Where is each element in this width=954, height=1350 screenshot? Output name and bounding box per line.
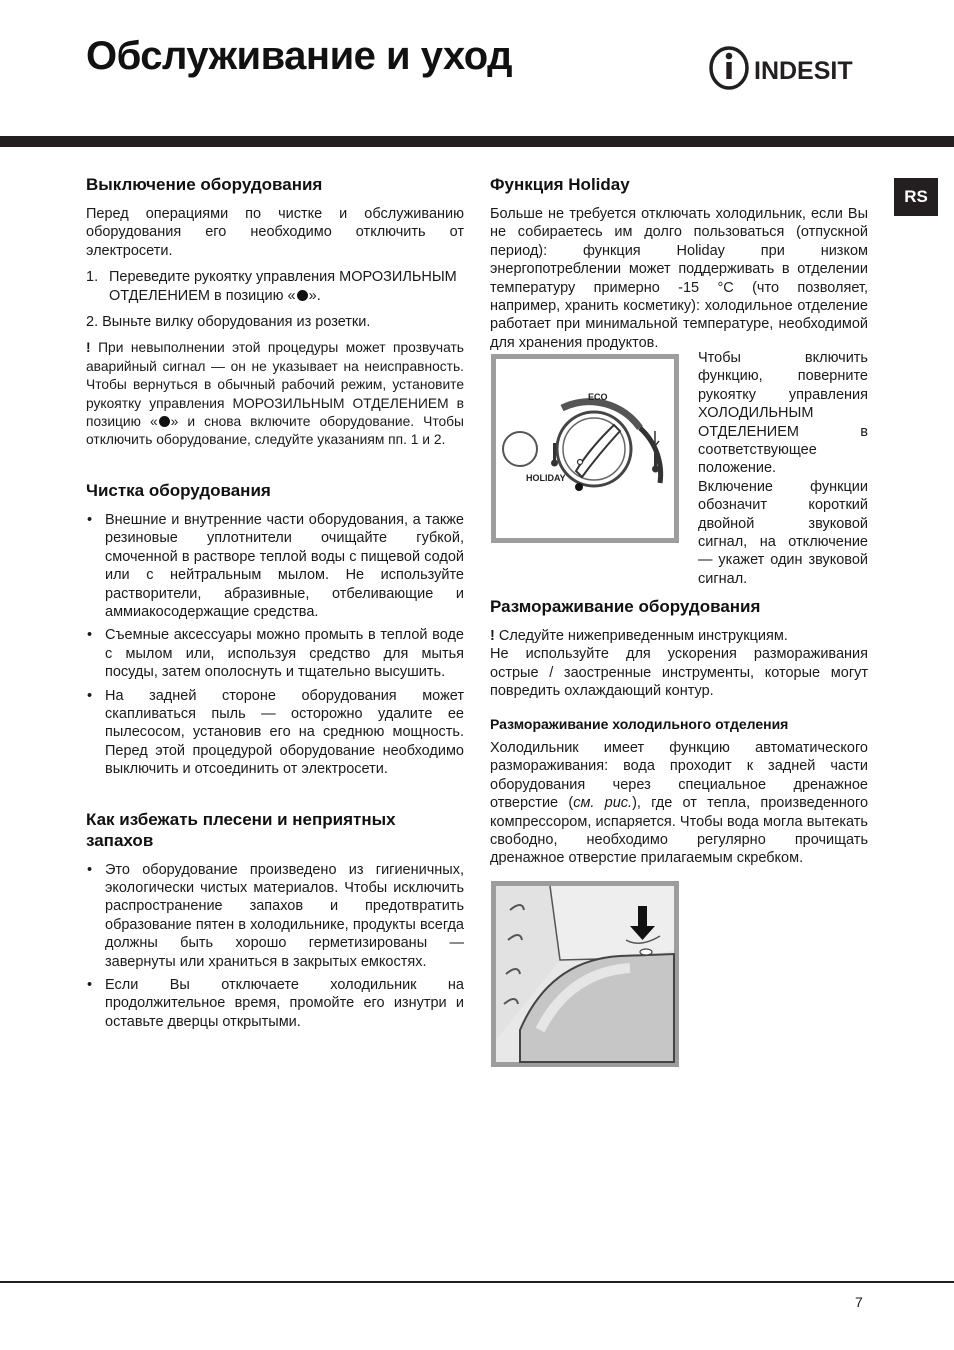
position-dot-icon xyxy=(159,416,170,427)
holiday-knob-figure xyxy=(490,353,680,544)
section-heading-defrost: Размораживание оборудования xyxy=(490,597,761,616)
left-column xyxy=(86,174,464,1039)
eco-label: ECO xyxy=(588,392,608,402)
section-heading-holiday: Функция Holiday xyxy=(490,175,630,194)
section-heading-switch-off: Выключение оборудования xyxy=(86,175,323,194)
warning-note: ! При невыполнении этой процедуры может прозвучать аварийный сигнал — он не указывает на неисправность. Чтобы вернуться в обычный рабочий режим, установите рукоятку управления МОРОЗИЛЬНЫМ ОТДЕЛЕНИЕМ в позицию « » и снова включите оборудование. Чтобы отключить оборудование, следуйте указаниям пп. 1 и 2. xyxy=(86,340,464,448)
holiday-paragraph: Больше не требуется отключать холодильник, если Вы не собираетесь им долго пользоваться (отпускной период): функция Holiday при низком энергопотреблении может поддерживать в отделении температуру примерно -15 °C (что позволяет, например, хранить косметику): холодильное отделение работает при минимальной температуре, необходимой для хранения продуктов. xyxy=(490,206,868,351)
page-number: 7 xyxy=(855,1294,863,1310)
list-item: • Если Вы отключаете холодильник на продолжительное время, промойте его изнутри и оставьте дверцы открытыми. xyxy=(86,976,464,1031)
section-heading-cleaning: Чистка оборудования xyxy=(86,480,271,500)
right-column xyxy=(490,174,868,360)
header-rule xyxy=(0,136,954,147)
drain-hole-figure xyxy=(490,880,680,1068)
position-dot-icon xyxy=(297,290,308,301)
list-item: • Внешние и внутренние части оборудования, а также резиновые уплотнители очищайте губкой, смоченной в растворе теплой воды с пищевой содой или с нейтральным мылом. Не используйте растворители, абразивные, отбеливающие и аммиакосодержащие средства. xyxy=(86,511,464,621)
step-2: 2. Выньте вилку оборудования из розетки. xyxy=(86,314,371,331)
fridge-defrost-paragraph: Холодильник имеет функцию автоматического размораживания: вода проходит к задней части оборудования через специальное дренажное отверстие (см. рис.), где от тепла, произведенного компрессором, испаряется. Чтобы вода могла вытекать свободно, необходимо регулярно прочищать дренажное отверстие прилагаемым скребком. xyxy=(490,740,869,867)
brand-wordmark: INDESIT xyxy=(754,57,853,85)
step-1: 1. Переведите рукоятку управления МОРОЗИЛЬНЫМ ОТДЕЛЕНИЕМ в позицию « ». xyxy=(86,269,457,304)
list-item: • Это оборудование произведено из гигиеничных, экологически чистых материалов. Чтобы исключить распространение запахов и предотвратить образование пятен в холодильнике, продукты всегда должны быть хорошо герметизированы — завернуты или храниться в закрытых емкостях. xyxy=(86,861,464,971)
list-item: • На задней стороне оборудования может скапливаться пыль — осторожно удалите ее пылесосом, установив его на среднюю мощность. Перед этой процедурой оборудование необходимо выключить и отсоединить от электросети. xyxy=(86,687,464,779)
section-heading-mold: Как избежать плесени и неприятных запахов xyxy=(86,809,396,850)
holiday-figure-caption: Чтобы включить функцию, поверните рукоятку управления ХОЛОДИЛЬНЫМ ОТДЕЛЕНИЕМ в соответствующее положение. Включение функции обозначит короткий двойной звуковой сигнал, на отключение — укажет один звуковой сигнал. xyxy=(698,350,868,587)
subheading-fridge-defrost: Размораживание холодильного отделения xyxy=(490,715,789,732)
defrost-section xyxy=(490,596,868,876)
mold-list xyxy=(86,861,464,1032)
defrost-paragraph: Не используйте для ускорения размораживания острые / заостренные инструменты, которые могут повредить охлаждающий контур. xyxy=(490,646,868,700)
language-badge: RS xyxy=(894,178,938,216)
footer-rule xyxy=(0,1281,954,1283)
indesit-logo xyxy=(708,45,868,91)
switch-off-intro: Перед операциями по чистке и обслуживанию оборудования его необходимо отключить от электросети. xyxy=(86,206,464,259)
page-title: Обслуживание и уход xyxy=(86,34,513,78)
list-item: • Съемные аксессуары можно промыть в теплой воде с мылом или, используя средство для мытья посуды, затем ополоснуть и тщательно высушить. xyxy=(86,626,464,681)
cleaning-list xyxy=(86,511,464,779)
defrost-warning: ! Следуйте нижеприведенным инструкциям. xyxy=(490,628,788,644)
holiday-label: HOLIDAY xyxy=(526,473,566,483)
switch-off-steps xyxy=(86,268,464,305)
